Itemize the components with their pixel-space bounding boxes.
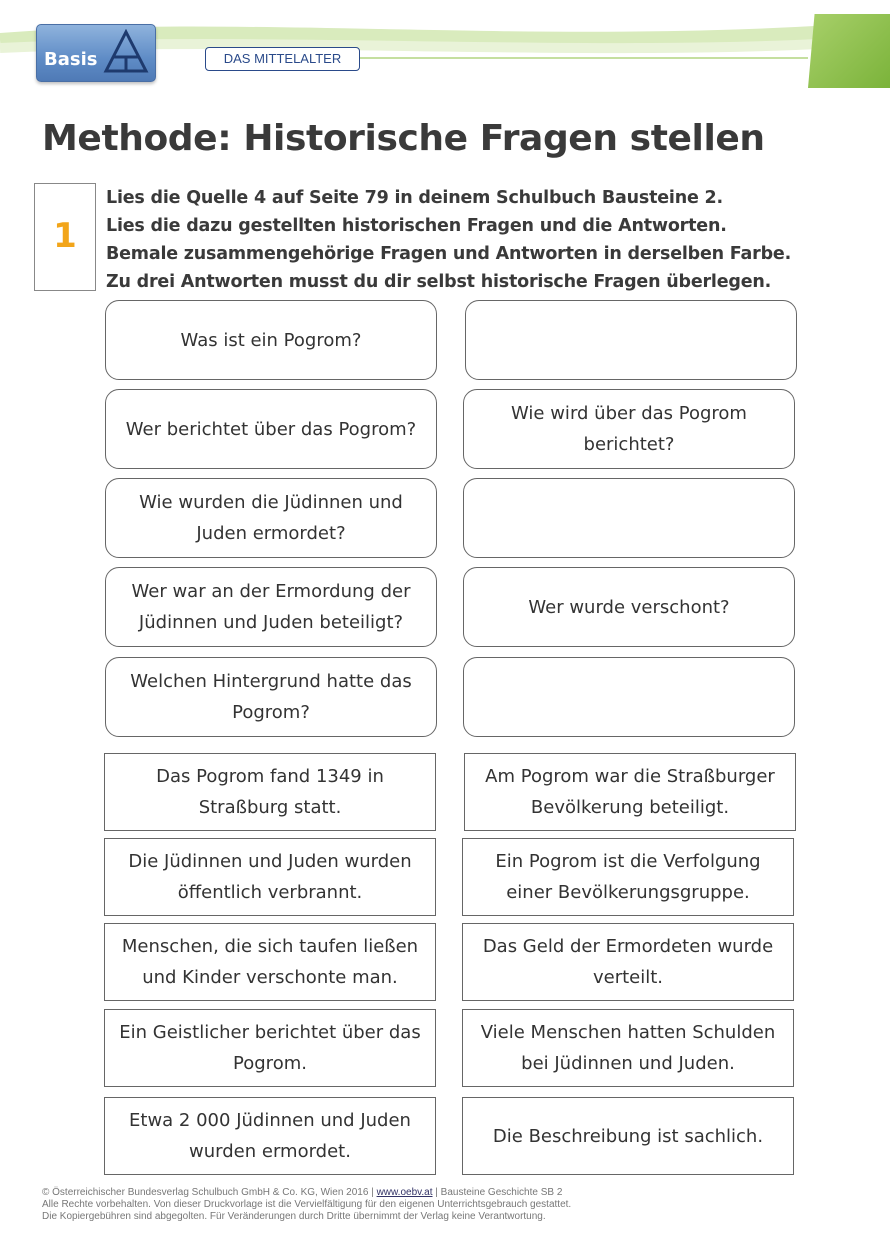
page-title: Methode: Historische Fragen stellen	[42, 118, 765, 159]
question-card[interactable]: Wie wurden die Jüdinnen und Juden ermordet?	[105, 478, 437, 558]
question-card[interactable]: Wer berichtet über das Pogrom?	[105, 389, 437, 469]
question-card-blank[interactable]	[463, 478, 795, 558]
instruction-line: Lies die dazu gestellten historischen Fragen und die Antworten.	[106, 216, 727, 236]
question-card-blank[interactable]	[463, 657, 795, 737]
footer-line: © Österreichischer Bundesverlag Schulbuch GmbH & Co. KG, Wien 2016 | www.oebv.at | Bausteine Geschichte SB 2	[42, 1187, 563, 1198]
answer-card[interactable]: Viele Menschen hatten Schulden bei Jüdinnen und Juden.	[462, 1009, 794, 1087]
question-card[interactable]: Welchen Hintergrund hatte das Pogrom?	[105, 657, 437, 737]
footer	[42, 1187, 571, 1223]
answer-card[interactable]: Die Jüdinnen und Juden wurden öffentlich verbrannt.	[104, 838, 436, 916]
publisher-link[interactable]: www.oebv.at	[376, 1187, 433, 1198]
answer-card[interactable]: Etwa 2 000 Jüdinnen und Juden wurden ermordet.	[104, 1097, 436, 1175]
instruction-line: Zu drei Antworten musst du dir selbst historische Fragen überlegen.	[106, 272, 772, 292]
footer-line: Die Kopiergebühren sind abgegolten. Für Veränderungen durch Dritte übernimmt der Verlag keine Verantwortung.	[42, 1211, 546, 1222]
answer-card[interactable]: Ein Pogrom ist die Verfolgung einer Bevölkerungsgruppe.	[462, 838, 794, 916]
answer-card[interactable]: Menschen, die sich taufen ließen und Kinder verschonte man.	[104, 923, 436, 1001]
basis-logo	[36, 24, 156, 82]
series-label: DAS MITTELALTER	[205, 47, 360, 71]
triangle-logo-icon	[103, 29, 149, 75]
answer-card[interactable]: Die Beschreibung ist sachlich.	[462, 1097, 794, 1175]
logo-text: Basis	[44, 49, 98, 70]
answer-card[interactable]: Das Pogrom fand 1349 in Straßburg statt.	[104, 753, 436, 831]
answer-card[interactable]: Am Pogrom war die Straßburger Bevölkerung beteiligt.	[464, 753, 796, 831]
question-card[interactable]: Wer war an der Ermordung der Jüdinnen und Juden beteiligt?	[105, 567, 437, 647]
question-card[interactable]: Wie wird über das Pogrom berichtet?	[463, 389, 795, 469]
instruction-line: Bemale zusammengehörige Fragen und Antworten in derselben Farbe.	[106, 244, 792, 264]
instruction-line: Lies die Quelle 4 auf Seite 79 in deinem Schulbuch Bausteine 2.	[106, 188, 723, 208]
question-card-blank[interactable]	[465, 300, 797, 380]
question-card[interactable]: Was ist ein Pogrom?	[105, 300, 437, 380]
task-number: 1	[34, 183, 96, 291]
footer-line: Alle Rechte vorbehalten. Von dieser Druckvorlage ist die Vervielfältigung für den eigenen Unterrichtsgebrauch gestattet.	[42, 1199, 572, 1210]
green-corner-decoration	[808, 14, 890, 88]
task-instructions	[106, 184, 876, 296]
question-card[interactable]: Wer wurde verschont?	[463, 567, 795, 647]
answer-card[interactable]: Das Geld der Ermordeten wurde verteilt.	[462, 923, 794, 1001]
answer-card[interactable]: Ein Geistlicher berichtet über das Pogrom.	[104, 1009, 436, 1087]
